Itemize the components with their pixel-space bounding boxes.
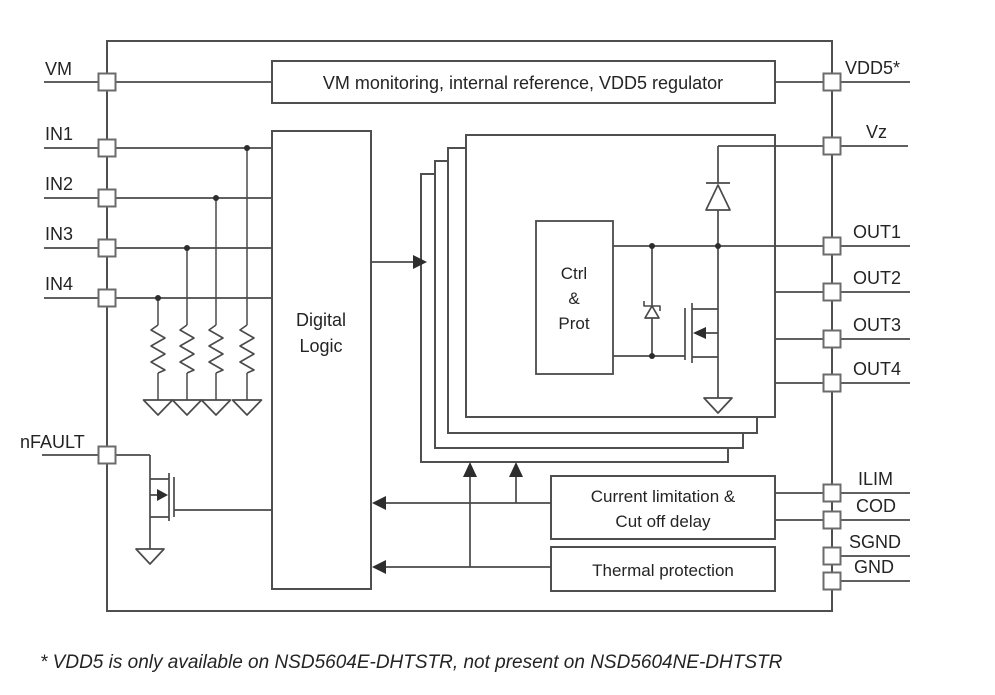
- vm-monitor-label: VM monitoring, internal reference, VDD5 regulator: [322, 73, 724, 93]
- pin-label-in1: IN1: [45, 124, 74, 144]
- pin-label-vdd5: VDD5*: [845, 58, 901, 78]
- current-limit-label-2: Cut off delay: [615, 512, 711, 531]
- pin-out3: [824, 331, 841, 348]
- pin-vm: [99, 74, 116, 91]
- pin-sgnd: [824, 548, 841, 565]
- pin-label-in3: IN3: [45, 224, 74, 244]
- digital-logic-label-2: Logic: [299, 336, 343, 356]
- digital-logic-block: [272, 131, 371, 589]
- pin-out2: [824, 284, 841, 301]
- pin-label-ilim: ILIM: [858, 469, 894, 489]
- driver-channel-1: [466, 135, 775, 417]
- pin-in2: [99, 190, 116, 207]
- pin-label-vz: Vz: [866, 122, 888, 142]
- current-limit-label-1: Current limitation &: [590, 487, 736, 506]
- pin-gnd: [824, 573, 841, 590]
- pin-nfault: [99, 447, 116, 464]
- thermal-protection-label: Thermal protection: [592, 561, 734, 580]
- footnote: * VDD5 is only available on NSD5604E-DHTSTR, not present on NSD5604NE-DHTSTR: [40, 652, 783, 673]
- pin-in4: [99, 290, 116, 307]
- pin-cod: [824, 512, 841, 529]
- digital-logic-label-1: Digital: [295, 310, 347, 330]
- pin-ilim: [824, 485, 841, 502]
- pin-out1: [824, 238, 841, 255]
- pin-label-out1: OUT1: [853, 222, 902, 242]
- pin-in1: [99, 140, 116, 157]
- pin-label-out3: OUT3: [853, 315, 902, 335]
- ctrl-prot-label-1: Ctrl: [560, 264, 588, 283]
- pin-label-sgnd: SGND: [849, 532, 902, 552]
- pin-label-vm: VM: [45, 59, 72, 79]
- pin-label-out4: OUT4: [853, 359, 902, 379]
- pin-label-in2: IN2: [45, 174, 74, 194]
- pin-out4: [824, 375, 841, 392]
- pin-label-out2: OUT2: [853, 268, 902, 288]
- pin-vdd5: [824, 74, 841, 91]
- pin-vz: [824, 138, 841, 155]
- ctrl-prot-label-3: Prot: [558, 314, 590, 333]
- pin-in3: [99, 240, 116, 257]
- pin-label-in4: IN4: [45, 274, 74, 294]
- pin-label-nfault: nFAULT: [20, 432, 85, 452]
- pin-label-cod: COD: [856, 496, 896, 516]
- pin-label-gnd: GND: [854, 557, 894, 577]
- ctrl-prot-label-2: &: [568, 289, 580, 308]
